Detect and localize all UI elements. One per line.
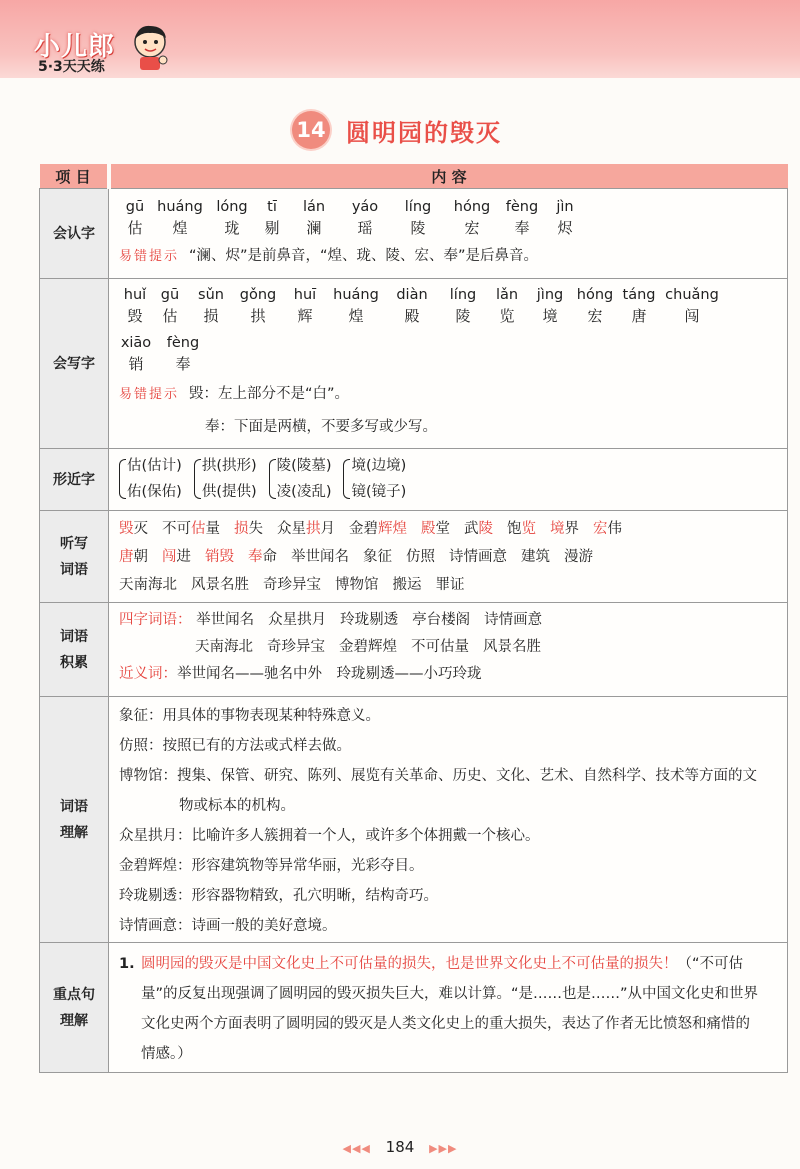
hanzi: 估 (162, 307, 178, 325)
arrow-left-icon: ◀◀◀ (342, 1142, 371, 1155)
pinyin: líng (404, 199, 432, 215)
plain-char: 风景名胜 (191, 577, 249, 593)
highlight-char: 殿 (421, 521, 436, 537)
label-line-1: 重点句 (53, 986, 95, 1003)
similar-word: 拱(拱形) (201, 458, 257, 474)
key-quote: 圆明园的毁灭是中国文化史上不可估量的损失，也是世界文化史上不可估量的损失！ (141, 956, 678, 972)
dictation-word (234, 521, 263, 537)
char-cell (573, 285, 617, 327)
definition-item: 众星拱月：比喻许多人簇拥着一个人，或许多个体拥戴一个核心。 (119, 828, 540, 844)
pinyin: huī (293, 287, 317, 303)
four-char-word: 不可估量 (411, 639, 469, 655)
dictation-word (363, 549, 392, 565)
plain-char: 月 (320, 521, 335, 537)
hint-text: 毁：左上部分不是“白”。 (189, 386, 350, 402)
pinyin: huáng (157, 199, 203, 215)
hanzi: 奉 (175, 355, 191, 373)
plain-char: 堂 (435, 521, 450, 537)
similar-group (269, 453, 332, 505)
pinyin: fèng (166, 335, 200, 351)
four-char-words-2 (119, 634, 787, 661)
hint-text: “澜、烬”是前鼻音，“煌、珑、陵、宏、奉”是后鼻音。 (189, 248, 539, 264)
hanzi: 煌 (172, 219, 188, 237)
item-number: 1. (119, 956, 135, 972)
hanzi: 闯 (684, 307, 700, 325)
pinyin: tī (267, 199, 277, 215)
dictation-word (349, 521, 378, 537)
pinyin: lǎn (495, 287, 519, 303)
lesson-name: 圆明园的毁灭 (346, 118, 502, 147)
dictation-word (521, 549, 550, 565)
dictation-word (205, 549, 234, 565)
char-cell (527, 285, 573, 327)
write-hint-2: 奉：下面是两横，不要多写或少写。 (205, 419, 437, 435)
label-line-1: 听写 (60, 535, 88, 552)
char-cell (391, 197, 445, 239)
four-char-word: 天南海北 (195, 639, 253, 655)
hanzi: 奉 (514, 219, 530, 237)
dictation-word (277, 521, 306, 537)
four-char-word: 风景名胜 (483, 639, 541, 655)
char-cell (327, 285, 385, 327)
dictation-word (335, 577, 379, 593)
hanzi: 剔 (264, 219, 280, 237)
study-table (39, 164, 788, 1073)
highlight-char: 闯 (162, 549, 177, 565)
similar-word: 供(提供) (201, 484, 257, 500)
char-cell (233, 285, 283, 327)
similar-group (343, 453, 406, 505)
hint-label: 易错提示 (119, 387, 180, 402)
hanzi: 览 (499, 307, 515, 325)
plain-char: 仿照 (406, 549, 435, 565)
definition-item: 象征：用具体的事物表现某种特殊意义。 (119, 708, 380, 724)
hanzi: 烬 (557, 219, 573, 237)
header-item: 项 目 (40, 164, 109, 189)
dictation-word (522, 521, 537, 537)
hanzi: 陵 (455, 307, 471, 325)
key-explain: （“不可估量”的反复出现强调了圆明园的毁灭损失巨大，难以计算。“是……也是……”从中国文化史和世界文化史两个方面表明了圆明园的毁灭是人类文化史上的重大损失，表达了作者无比愤怒和痛惜的情感。） (141, 956, 759, 1062)
hanzi: 销 (128, 355, 144, 373)
plain-char: 诗情画意 (449, 549, 507, 565)
definition-item: 博物馆：搜集、保管、研究、陈列、展览有关革命、历史、文化、艺术、自然科学、技术等方面的文物或标本的机构。 (119, 768, 757, 814)
pinyin: lóng (216, 199, 248, 215)
row-label-key-sentence (40, 943, 109, 1073)
four-char-word: 众星拱月 (268, 612, 327, 628)
hanzi: 殿 (404, 307, 420, 325)
definition-item: 仿照：按照已有的方法或式样去做。 (119, 738, 351, 754)
dictation-content (109, 511, 788, 603)
dictation-word (421, 521, 450, 537)
label-line-2: 理解 (60, 824, 88, 841)
dictation-word (479, 521, 494, 537)
hanzi: 陵 (410, 219, 426, 237)
pinyin: huǐ (123, 287, 147, 303)
pinyin: jìn (556, 199, 574, 215)
pinyin: huáng (333, 287, 379, 303)
pinyin: jìng (536, 287, 564, 303)
plain-char: 进 (176, 549, 191, 565)
mascot-icon (128, 22, 172, 72)
four-char-label: 四字词语： (119, 612, 192, 628)
hanzi: 辉 (297, 307, 313, 325)
pinyin: líng (449, 287, 477, 303)
plain-char: 灭 (133, 521, 148, 537)
dictation-word (263, 577, 321, 593)
pinyin: fèng (505, 199, 539, 215)
lesson-number-badge: 14 (292, 111, 330, 149)
hanzi: 珑 (224, 219, 240, 237)
row-label-write: 会写字 (40, 279, 109, 449)
four-char-word: 玲珑剔透 (340, 612, 399, 628)
plain-char: 天南海北 (119, 577, 177, 593)
four-char-word: 奇珍异宝 (267, 639, 325, 655)
plain-char: 象征 (363, 549, 392, 565)
definition-item: 金碧辉煌：形容建筑物等异常华丽，光彩夺目。 (119, 858, 424, 874)
pinyin: sǔn (198, 287, 224, 303)
plain-char: 武 (464, 521, 479, 537)
dictation-word (449, 549, 507, 565)
brand-subtitle: 5·3天天练 (38, 59, 105, 75)
hanzi: 损 (203, 307, 219, 325)
highlight-char: 拱 (306, 521, 321, 537)
hanzi: 拱 (250, 307, 266, 325)
key-sentence-content (109, 943, 788, 1073)
pinyin: lán (302, 199, 326, 215)
highlight-char: 览 (521, 521, 536, 537)
row-label-recognize: 会认字 (40, 189, 109, 279)
char-cell (153, 333, 213, 375)
accumulate-content (109, 603, 788, 697)
similar-word: 镜(镜子) (351, 484, 407, 500)
highlight-char: 辉煌 (378, 521, 407, 537)
label-line-1: 词语 (60, 798, 88, 815)
hanzi: 瑶 (357, 219, 373, 237)
similar-content (109, 449, 788, 511)
similar-group (194, 453, 257, 505)
pinyin: yáo (351, 199, 379, 215)
hanzi: 估 (127, 219, 143, 237)
plain-char: 命 (262, 549, 277, 565)
plain-char: 朝 (133, 549, 148, 565)
hanzi: 境 (542, 307, 558, 325)
char-cell (151, 285, 189, 327)
plain-char: 漫游 (564, 549, 593, 565)
char-cell (119, 285, 151, 327)
definition-item: 诗情画意：诗画一般的美好意境。 (119, 918, 337, 934)
row-label-similar: 形近字 (40, 449, 109, 511)
plain-char: 众星 (277, 521, 306, 537)
plain-char: 失 (248, 521, 263, 537)
dictation-word (119, 577, 177, 593)
recognize-char-list (119, 197, 787, 239)
char-cell (209, 197, 255, 239)
plain-char: 罪证 (435, 577, 465, 593)
plain-char: 饱 (507, 521, 522, 537)
highlight-char: 毁 (119, 521, 134, 537)
hint-label: 易错提示 (119, 249, 180, 264)
dictation-word (162, 549, 191, 565)
char-cell (189, 285, 233, 327)
label-line-2: 词语 (60, 561, 88, 578)
plain-char: 奇珍异宝 (263, 577, 321, 593)
plain-char: 伟 (607, 521, 622, 537)
brand-logo: 小儿郎 (34, 32, 116, 62)
highlight-char: 销毁 (205, 549, 234, 565)
pinyin: diàn (396, 287, 428, 303)
write-content (109, 279, 788, 449)
dictation-word (393, 577, 422, 593)
arrow-right-icon: ▶▶▶ (429, 1142, 458, 1155)
dictation-word (464, 521, 479, 537)
char-cell (385, 285, 439, 327)
write-char-list-2 (119, 333, 787, 375)
dictation-word (378, 521, 407, 537)
four-char-word: 金碧辉煌 (339, 639, 397, 655)
plain-char: 搬运 (392, 577, 422, 593)
page-footer (0, 1138, 800, 1156)
plain-char: 量 (205, 521, 220, 537)
header-band (0, 0, 800, 78)
recognize-hint (119, 243, 787, 270)
hanzi: 宏 (464, 219, 480, 237)
char-cell (439, 285, 487, 327)
row-label-dictation (40, 511, 109, 603)
dictation-word (248, 549, 277, 565)
dictation-line (119, 515, 787, 543)
label-line-1: 词语 (60, 628, 88, 645)
dictation-word (119, 549, 148, 565)
plain-char: 不可 (162, 521, 191, 537)
pinyin: gū (160, 287, 180, 303)
hanzi: 唐 (631, 307, 647, 325)
four-char-word: 亭台楼阁 (412, 612, 471, 628)
char-cell (255, 197, 289, 239)
dictation-word (593, 521, 622, 537)
recognize-content (109, 189, 788, 279)
synonym-label: 近义词： (119, 666, 177, 682)
dictation-line (119, 571, 787, 599)
dictation-word (436, 577, 465, 593)
similar-word: 境(边境) (351, 458, 407, 474)
label-line-2: 理解 (60, 1012, 88, 1029)
pinyin: xiāo (120, 335, 152, 351)
dictation-word (291, 549, 349, 565)
similar-word: 估(估计) (127, 458, 182, 474)
hanzi: 澜 (306, 219, 322, 237)
dictation-word (162, 521, 191, 537)
highlight-char: 损 (234, 521, 249, 537)
char-cell (617, 285, 661, 327)
highlight-char: 奉 (248, 549, 263, 565)
similar-word: 佑(保佑) (127, 484, 182, 500)
hanzi: 煌 (348, 307, 364, 325)
similar-word: 陵(陵墓) (276, 458, 332, 474)
understand-content (109, 697, 788, 943)
char-cell (545, 197, 585, 239)
header-content: 内 容 (109, 164, 788, 189)
char-cell (499, 197, 545, 239)
plain-char: 举世闻名 (291, 549, 349, 565)
char-cell (151, 197, 209, 239)
pinyin: gū (125, 199, 145, 215)
char-cell (445, 197, 499, 239)
four-char-words-1 (119, 607, 787, 634)
highlight-char: 估 (191, 521, 206, 537)
write-char-list-1 (119, 285, 787, 327)
synonyms (119, 661, 787, 688)
plain-char: 建筑 (521, 549, 550, 565)
dictation-word (119, 521, 148, 537)
char-cell (289, 197, 339, 239)
plain-char: 博物馆 (335, 577, 379, 593)
label-line-2: 积累 (60, 654, 88, 671)
key-sentence-item (119, 949, 759, 1069)
char-cell (119, 197, 151, 239)
row-label-accumulate (40, 603, 109, 697)
definition-item: 玲珑剔透：形容器物精致，孔穴明晰，结构奇巧。 (119, 888, 438, 904)
page-number: 184 (385, 1138, 415, 1156)
row-label-understand (40, 697, 109, 943)
four-char-word: 举世闻名 (196, 612, 255, 628)
pinyin: táng (622, 287, 656, 303)
highlight-char: 唐 (119, 549, 134, 565)
four-char-word: 诗情画意 (484, 612, 543, 628)
plain-char: 界 (564, 521, 579, 537)
dictation-line (119, 543, 787, 571)
highlight-char: 宏 (593, 521, 608, 537)
lesson-title (292, 110, 502, 150)
dictation-word (507, 521, 522, 537)
pinyin: gǒng (239, 287, 277, 303)
dictation-word (550, 521, 579, 537)
dictation-word (564, 549, 593, 565)
dictation-word (406, 549, 435, 565)
char-cell (119, 333, 153, 375)
plain-char: 金碧 (349, 521, 378, 537)
synonym-text: 举世闻名——驰名中外 玲珑剔透——小巧玲珑 (177, 666, 482, 682)
similar-group (119, 453, 182, 505)
write-hint-1 (119, 381, 787, 408)
pinyin: hóng (576, 287, 614, 303)
dictation-word (306, 521, 335, 537)
char-cell (339, 197, 391, 239)
pinyin: chuǎng (665, 287, 719, 303)
pinyin: hóng (453, 199, 491, 215)
hanzi: 宏 (587, 307, 603, 325)
highlight-char: 陵 (478, 521, 493, 537)
similar-word: 凌(凌乱) (276, 484, 332, 500)
highlight-char: 境 (550, 521, 565, 537)
dictation-word (191, 521, 220, 537)
char-cell (661, 285, 723, 327)
char-cell (283, 285, 327, 327)
hanzi: 毁 (127, 307, 143, 325)
char-cell (487, 285, 527, 327)
dictation-word (191, 577, 249, 593)
